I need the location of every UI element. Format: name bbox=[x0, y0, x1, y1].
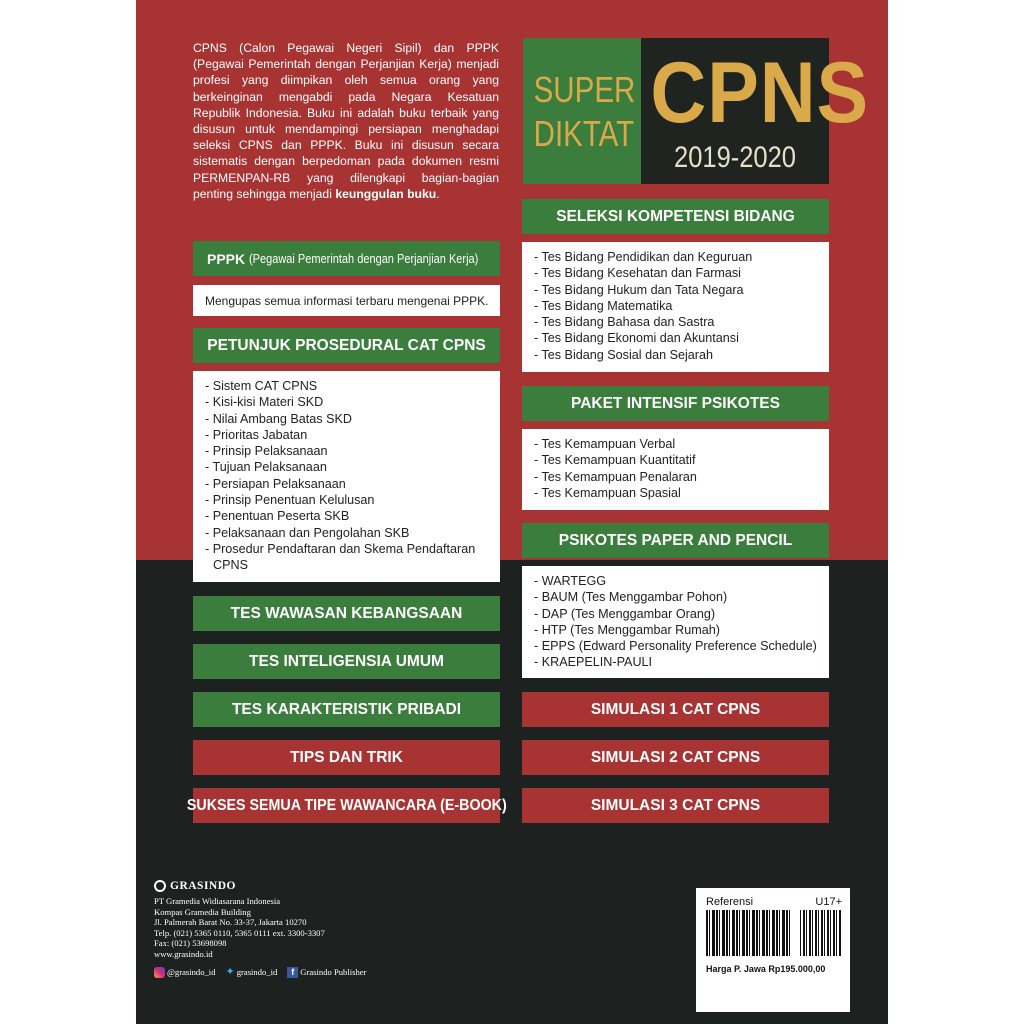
list-item: - Pelaksanaan dan Pengolahan SKB bbox=[205, 525, 410, 540]
list-item: - Tes Bidang Pendidikan dan Keguruan bbox=[534, 250, 753, 264]
btn-wawancara bbox=[186, 788, 507, 823]
publisher-info bbox=[154, 880, 366, 978]
list-item: - HTP (Tes Menggambar Rumah) bbox=[534, 622, 720, 637]
btn-karakteristik bbox=[193, 692, 500, 727]
list-item: - Tes Bidang Matematika bbox=[534, 298, 673, 313]
facebook-name: Grasindo Publisher bbox=[300, 966, 367, 977]
list-item: - Tes Bidang Ekonomi dan Akuntansi bbox=[534, 331, 739, 346]
list-item: - Tes Bidang Sosial dan Sejarah bbox=[534, 347, 713, 362]
title-super: SUPER bbox=[533, 69, 636, 110]
list-item: - Tes Kemampuan Verbal bbox=[534, 437, 676, 451]
pppk-desc: Mengupas semua informasi terbaru mengenai PPPK. bbox=[205, 294, 489, 308]
book-back-cover bbox=[136, 0, 888, 1024]
btn-simulasi-3 bbox=[522, 788, 829, 823]
btn-tips bbox=[193, 740, 500, 775]
title-diktat: DIKTAT bbox=[533, 113, 635, 154]
facebook-link[interactable] bbox=[287, 967, 366, 978]
list-item: - Tes Kemampuan Spasial bbox=[534, 485, 681, 500]
referensi-label: Referensi bbox=[706, 896, 754, 908]
petunjuk-list bbox=[193, 371, 500, 582]
btn-simulasi-1-label: SIMULASI 1 CAT CPNS bbox=[590, 700, 761, 718]
btn-wawasan bbox=[193, 596, 500, 631]
list-item: - Nilai Ambang Batas SKD bbox=[205, 411, 352, 426]
list-item: - Tes Kemampuan Penalaran bbox=[534, 469, 697, 484]
list-item: - Tes Bidang Kesehatan dan Farmasi bbox=[534, 266, 741, 281]
btn-wawancara-label: SUKSES SEMUA TIPE WAWANCARA (E-BOOK) bbox=[186, 796, 507, 814]
title-super-diktat bbox=[523, 38, 641, 184]
title-cpns-block bbox=[641, 38, 870, 184]
secondary-barcode bbox=[800, 910, 842, 956]
publisher-logo-text: GRASINDO bbox=[170, 879, 236, 892]
pppk-desc-box bbox=[193, 285, 500, 316]
list-item: - Penentuan Peserta SKB bbox=[205, 509, 350, 524]
intro-text: CPNS (Calon Pegawai Negeri Sipil) dan PPPK (Pegawai Pemerintah dengan Perjanjian Kerja) menjadi profesi yang diimpikan oleh semua orang yang berkeinginan mengabdi pada Negara Kesatuan Republik Indonesia. Buku ini adalah buku terbaik yang disusun untuk mendampingi persiapan menghadapi seleksi CPNS dan PPPK. Buku ini disusun secara sistematis dengan berpedoman pada dokumen resmi PERMENPAN-RB yang dilengkapi bagian-bagian penting sehingga menjadi bbox=[193, 41, 499, 201]
list-item: - EPPS (Edward Personality Preference Schedule) bbox=[534, 639, 817, 654]
btn-simulasi-1 bbox=[522, 692, 829, 727]
twitter-handle: grasindo_id bbox=[236, 966, 278, 977]
skb-header-text: SELEKSI KOMPETENSI BIDANG bbox=[556, 207, 795, 225]
list-item: - Kisi-kisi Materi SKD bbox=[205, 395, 324, 410]
publisher-line: PT Gramedia Widiasarana Indonesia bbox=[154, 896, 281, 906]
isbn-barcode bbox=[706, 910, 790, 956]
list-item: - Tes Kemampuan Kuantitatif bbox=[534, 453, 696, 468]
btn-inteligensia-label: TES INTELIGENSIA UMUM bbox=[249, 652, 444, 670]
instagram-icon bbox=[154, 967, 165, 978]
grasindo-logo-icon bbox=[154, 880, 166, 892]
paper-header bbox=[522, 523, 829, 558]
skb-header bbox=[522, 199, 829, 234]
petunjuk-header bbox=[193, 328, 500, 363]
list-item: - WARTEGG bbox=[534, 574, 607, 588]
psikotes-header-text: PAKET INTENSIF PSIKOTES bbox=[571, 394, 780, 412]
list-item: - BAUM (Tes Menggambar Pohon) bbox=[534, 590, 728, 605]
publisher-line: Telp. (021) 5365 0110, 5365 0111 ext. 3300-3307 bbox=[154, 927, 325, 938]
barcode-top bbox=[696, 888, 850, 908]
btn-tips-label: TIPS DAN TRIK bbox=[290, 748, 403, 766]
pppk-label: PPPK bbox=[207, 250, 246, 267]
age-rating: U17+ bbox=[815, 896, 842, 908]
title-year: 2019-2020 bbox=[674, 141, 796, 174]
btn-simulasi-2 bbox=[522, 740, 829, 775]
list-item: - Prinsip Pelaksanaan bbox=[205, 444, 328, 459]
intro-end: . bbox=[436, 186, 440, 201]
publisher-logo bbox=[154, 880, 366, 892]
petunjuk-header-text: PETUNJUK PROSEDURAL CAT CPNS bbox=[207, 336, 486, 354]
pppk-sub: (Pegawai Pemerintah dengan Perjanjian Kerja) bbox=[249, 251, 479, 266]
psikotes-header bbox=[522, 386, 829, 421]
social-links bbox=[154, 967, 366, 978]
paper-list bbox=[522, 566, 829, 678]
price-label: Harga P. Jawa Rp195.000,00 bbox=[706, 964, 826, 974]
btn-simulasi-2-label: SIMULASI 2 CAT CPNS bbox=[590, 748, 761, 766]
title-cpns: CPNS bbox=[650, 45, 870, 141]
publisher-line: www.grasindo.id bbox=[154, 948, 213, 959]
publisher-line: Jl. Palmerah Barat No. 33-37, Jakarta 10270 bbox=[154, 917, 307, 928]
intro-paragraph bbox=[193, 40, 499, 202]
facebook-icon: f bbox=[287, 967, 298, 978]
pppk-header bbox=[193, 241, 500, 276]
instagram-handle: @grasindo_id bbox=[167, 966, 216, 977]
list-item: - Prioritas Jabatan bbox=[205, 427, 308, 442]
list-item: - DAP (Tes Menggambar Orang) bbox=[534, 606, 716, 621]
list-item: - Prinsip Penentuan Kelulusan bbox=[205, 493, 375, 508]
btn-wawasan-label: TES WAWASAN KEBANGSAAN bbox=[230, 604, 463, 622]
list-item: - Tes Bidang Bahasa dan Sastra bbox=[534, 315, 715, 330]
list-item: - Tes Bidang Hukum dan Tata Negara bbox=[534, 282, 744, 297]
list-item: - Sistem CAT CPNS bbox=[205, 379, 318, 393]
publisher-line: Fax: (021) 53698098 bbox=[154, 938, 227, 949]
publisher-line: Kompas Gramedia Building bbox=[154, 906, 251, 917]
skb-list bbox=[522, 242, 829, 372]
list-item: CPNS bbox=[213, 558, 248, 573]
list-item: - KRAEPELIN-PAULI bbox=[534, 655, 653, 670]
list-item: - Tujuan Pelaksanaan bbox=[205, 460, 327, 475]
btn-inteligensia bbox=[193, 644, 500, 679]
twitter-icon: ✦ bbox=[225, 965, 235, 978]
twitter-link[interactable] bbox=[226, 967, 278, 978]
intro-bold: keunggulan buku bbox=[335, 186, 437, 201]
psikotes-list bbox=[522, 429, 829, 510]
list-item: - Persiapan Pelaksanaan bbox=[205, 476, 346, 491]
instagram-link[interactable] bbox=[154, 967, 216, 978]
barcode-panel bbox=[696, 888, 850, 1012]
list-item: - Prosedur Pendaftaran dan Skema Pendaftaran bbox=[205, 541, 476, 556]
btn-karakteristik-label: TES KARAKTERISTIK PRIBADI bbox=[231, 700, 462, 718]
paper-header-text: PSIKOTES PAPER AND PENCIL bbox=[558, 531, 793, 549]
btn-simulasi-3-label: SIMULASI 3 CAT CPNS bbox=[590, 796, 761, 814]
